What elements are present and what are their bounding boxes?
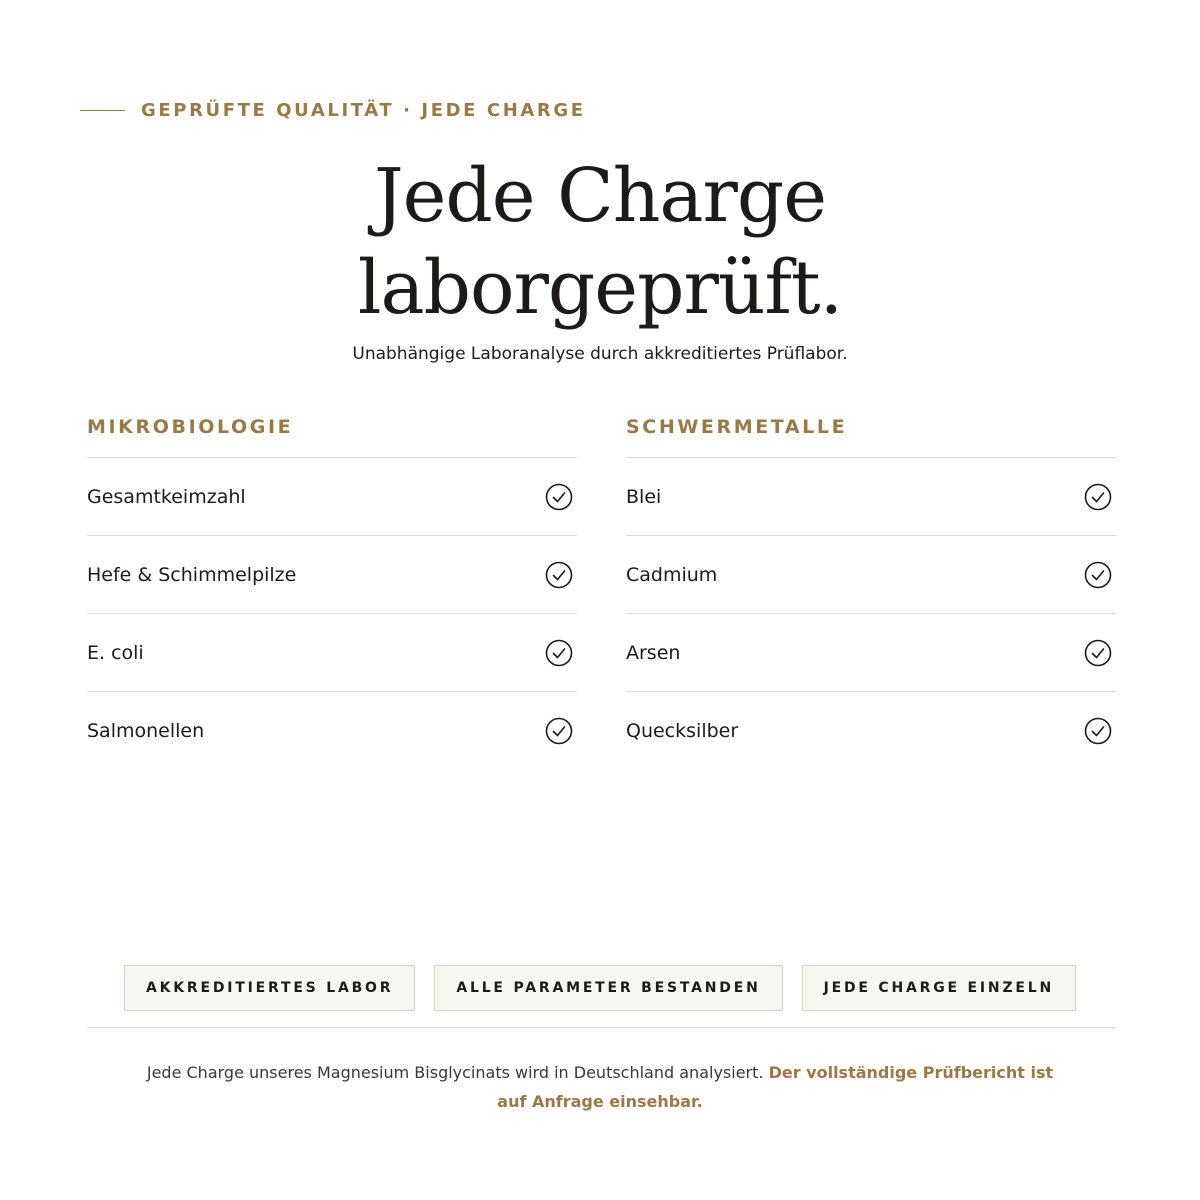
page-title-line-2: laborgeprüft. (357, 245, 843, 331)
divider (87, 1027, 1115, 1028)
badge-alle-parameter-bestanden: ALLE PARAMETER BESTANDEN (434, 965, 782, 1011)
list-item-label: Hefe & Schimmelpilze (87, 563, 297, 586)
badge-row (0, 965, 1200, 1011)
check-circle-icon (545, 639, 573, 667)
column-mikrobiologie (87, 416, 577, 769)
check-circle-icon (1084, 717, 1112, 745)
pruefbericht-link[interactable]: Der vollständige Prüfbericht ist auf Anfrage einsehbar. (497, 1063, 1054, 1111)
eyebrow (80, 100, 586, 121)
footer-text: Jede Charge unseres Magnesium Bisglycinats wird in Deutschland analysiert. (146, 1063, 764, 1082)
list-item-label: Arsen (626, 641, 681, 664)
page-title (0, 150, 1200, 334)
list-item-label: E. coli (87, 641, 144, 664)
check-circle-icon (1084, 483, 1112, 511)
badge-akkreditiertes-labor: AKKREDITIERTES LABOR (124, 965, 415, 1011)
page-title-line-1: Jede Charge (373, 153, 827, 239)
eyebrow-text: GEPRÜFTE QUALITÄT · JEDE CHARGE (141, 100, 586, 121)
check-circle-icon (545, 717, 573, 745)
column-title: MIKROBIOLOGIE (87, 416, 577, 458)
check-circle-icon (545, 483, 573, 511)
page-subtitle: Unabhängige Laboranalyse durch akkreditiertes Prüflabor. (352, 344, 848, 364)
badge-jede-charge-einzeln: JEDE CHARGE EINZELN (802, 965, 1076, 1011)
list-item (626, 692, 1116, 769)
list-item-label: Cadmium (626, 563, 718, 586)
list-item-label: Blei (626, 485, 662, 508)
list-item (626, 614, 1116, 692)
eyebrow-line (80, 110, 125, 111)
column-schwermetalle (626, 416, 1116, 769)
list-item (626, 536, 1116, 614)
check-circle-icon (545, 561, 573, 589)
list-item (87, 614, 577, 692)
check-circle-icon (1084, 639, 1112, 667)
footer-note (140, 1058, 1060, 1116)
list-item-label: Quecksilber (626, 719, 739, 742)
list-item (87, 536, 577, 614)
list-item (87, 458, 577, 536)
list-item-label: Salmonellen (87, 719, 205, 742)
list-item (626, 458, 1116, 536)
list-item-label: Gesamtkeimzahl (87, 485, 246, 508)
list-item (87, 692, 577, 769)
check-circle-icon (1084, 561, 1112, 589)
column-title: SCHWERMETALLE (626, 416, 1116, 458)
